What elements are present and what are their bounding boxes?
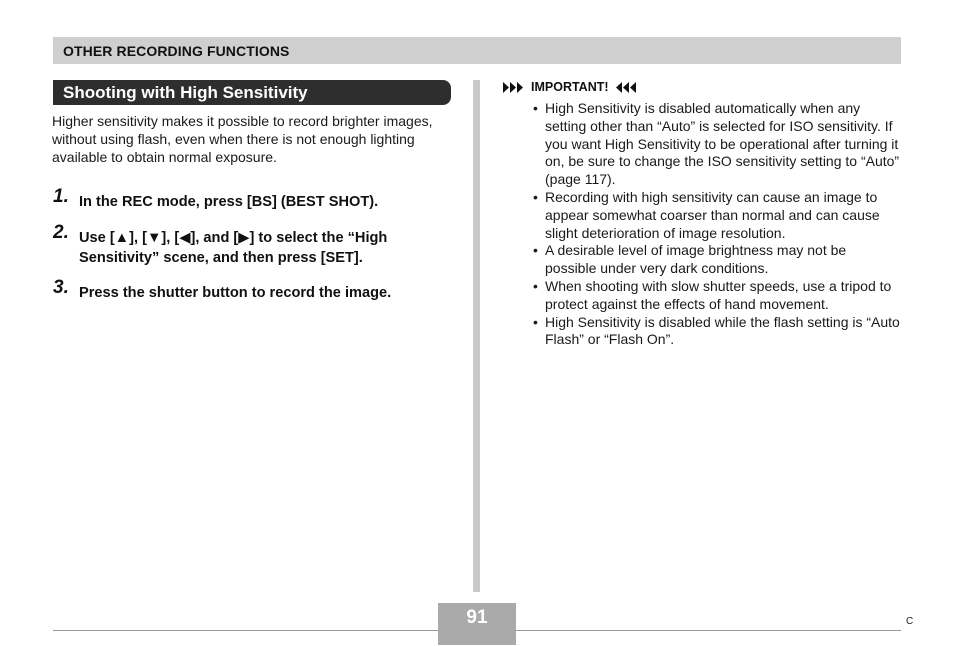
list-item: • High Sensitivity is disabled while the flash setting is “Auto Flash” or “Flash On”.	[533, 314, 901, 350]
page-number-box	[438, 603, 516, 645]
intro-paragraph: Higher sensitivity makes it possible to record brighter images, without using flash, even when there is not enough lighting available to obtain normal exposure.	[52, 113, 433, 165]
step-text: In the REC mode, press [BS] (BEST SHOT).	[79, 194, 379, 210]
important-list	[533, 100, 901, 349]
chapter-title: OTHER RECORDING FUNCTIONS	[63, 43, 290, 59]
step-3	[53, 277, 453, 303]
page-number: 91	[466, 607, 488, 628]
list-item: • When shooting with slow shutter speeds, use a tripod to protect against the effects of hand movement.	[533, 278, 901, 314]
list-item: • Recording with high sensitivity can cause an image to appear somewhat coarser than normal and can cause slight deterioration of image resolution.	[533, 189, 901, 242]
list-item: • A desirable level of image brightness may not be possible under very dark conditions.	[533, 242, 901, 278]
section-heading	[53, 80, 451, 105]
important-heading	[503, 79, 636, 95]
language-code: C	[906, 616, 914, 627]
step-number: 2.	[53, 222, 69, 243]
important-label: IMPORTANT!	[531, 80, 609, 94]
list-item: • High Sensitivity is disabled automatically when any setting other than “Auto” is selected for ISO sensitivity. If you want High Sensitivity to be operational after turning it on, be sure to change the ISO sensitivity setting to “Auto” (page 117).	[533, 100, 901, 189]
step-number: 1.	[53, 186, 69, 207]
step-text: Press the shutter button to record the image.	[79, 285, 392, 301]
step-text: Use [▲], [▼], [◀], and [▶] to select the “High Sensitivity” scene, and then press [SET].	[79, 230, 388, 266]
column-divider	[473, 80, 480, 592]
triple-right-arrows-icon	[503, 82, 525, 93]
step-2	[53, 222, 453, 268]
triple-left-arrows-icon	[614, 82, 636, 93]
step-number: 3.	[53, 277, 69, 298]
step-1	[53, 186, 453, 212]
section-heading-text: Shooting with High Sensitivity	[63, 83, 308, 102]
page-header-bar	[53, 37, 901, 64]
